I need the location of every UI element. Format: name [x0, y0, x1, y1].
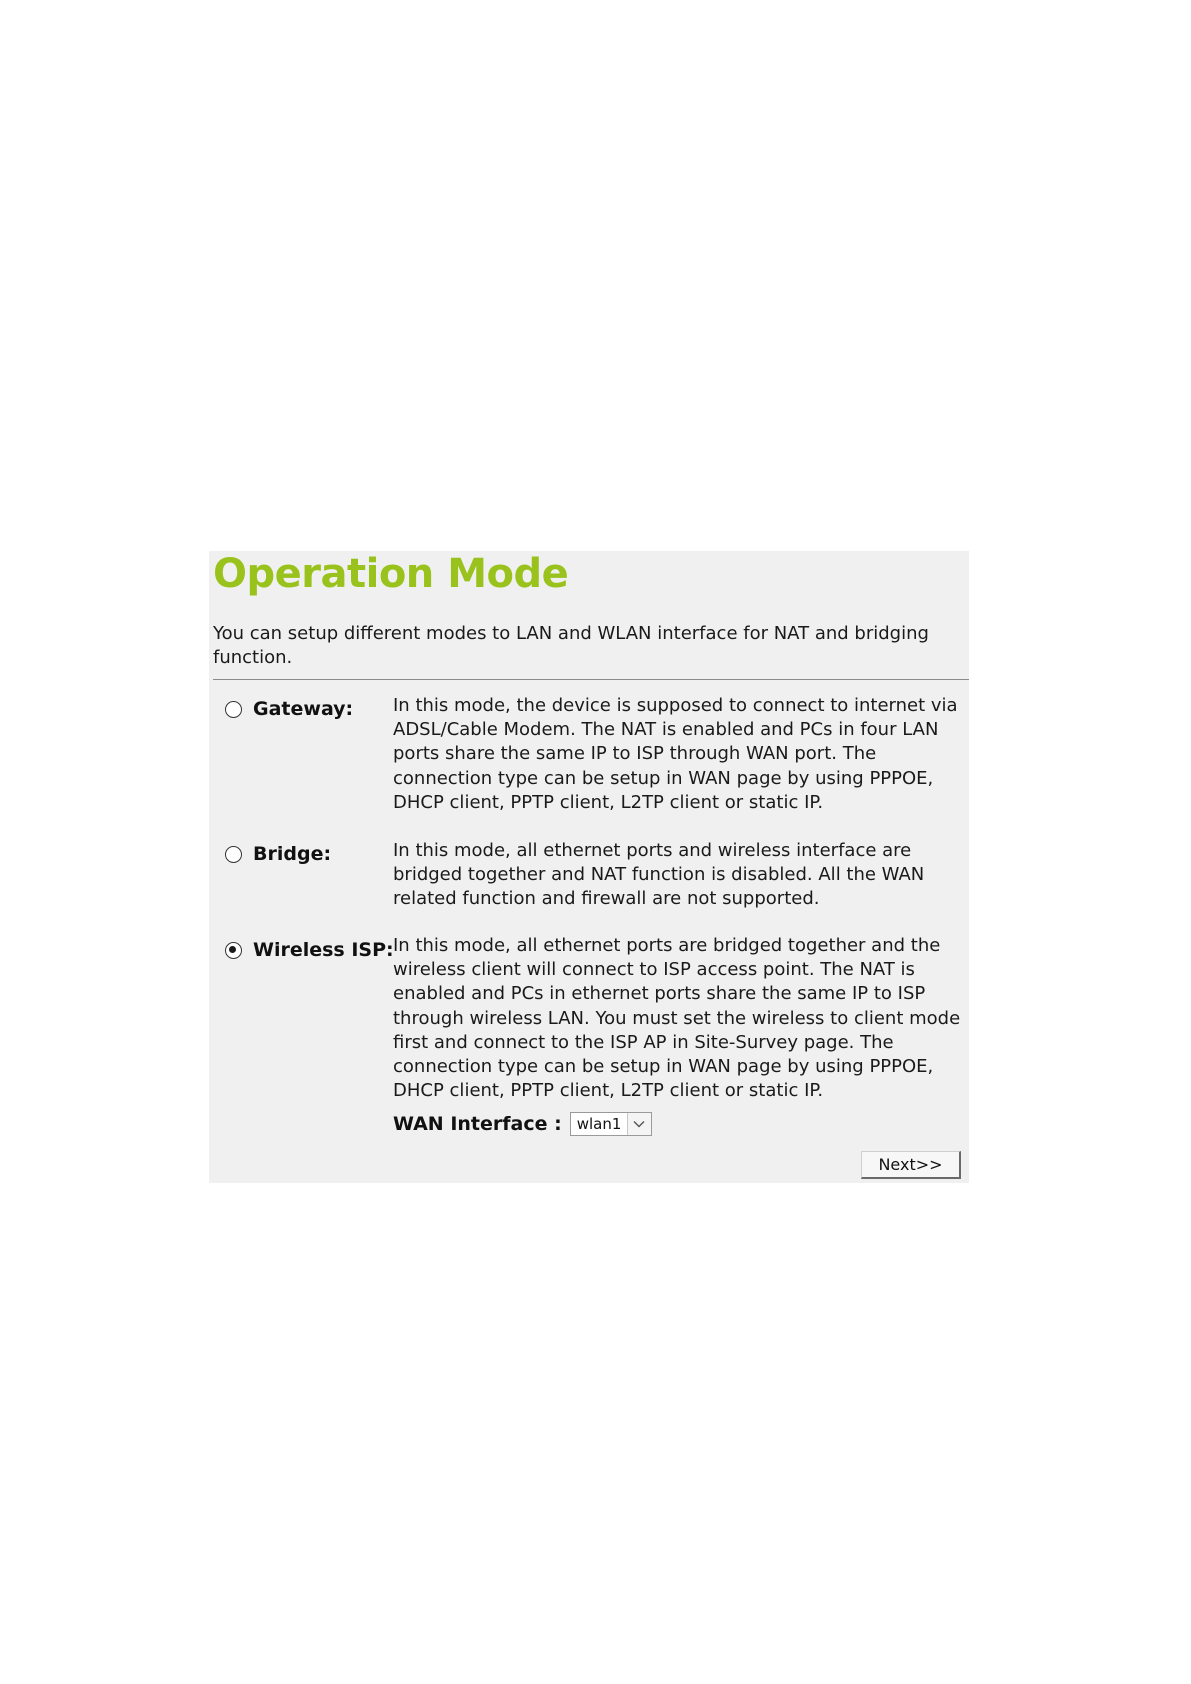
operation-mode-panel — [209, 551, 969, 1183]
gateway-label: Gateway: — [253, 698, 354, 720]
wireless-isp-label: Wireless ISP: — [253, 939, 394, 961]
bridge-option[interactable] — [225, 841, 331, 867]
wan-interface-row — [393, 1111, 652, 1137]
wireless-isp-description: In this mode, all ethernet ports are bridged together and the wireless client will connect to ISP access point. The NAT is enabled and PCs in ethernet ports share the same IP to ISP through wireless LAN. You must set the wireless to client mode first and connect to the ISP AP in Site-Survey page. The connection type can be setup in WAN page by using PPPOE, DHCP client, PPTP client, L2TP client or static IP. — [393, 935, 961, 1102]
gateway-radio[interactable] — [225, 701, 242, 718]
wireless-isp-option[interactable] — [225, 937, 394, 963]
bridge-description: In this mode, all ethernet ports and wireless interface are bridged together and NAT function is disabled. All the WAN related function and firewall are not supported. — [393, 840, 925, 910]
wan-interface-value: wlan1 — [576, 1115, 622, 1133]
wireless-isp-radio[interactable] — [225, 942, 242, 959]
chevron-down-icon[interactable] — [627, 1113, 651, 1135]
wan-interface-label: WAN Interface : — [393, 1113, 562, 1135]
bridge-label: Bridge: — [253, 843, 332, 865]
divider — [213, 679, 969, 680]
wan-interface-select[interactable] — [570, 1112, 652, 1136]
page-title: Operation Mode — [213, 551, 569, 597]
gateway-description: In this mode, the device is supposed to connect to internet via ADSL/Cable Modem. The NAT is enabled and PCs in four LAN ports share the same IP to ISP through WAN port. The connection type can be setup in WAN page by using PPPOE, DHCP client, PPTP client, L2TP client or static IP. — [393, 695, 958, 813]
bridge-radio[interactable] — [225, 846, 242, 863]
gateway-option[interactable] — [225, 696, 353, 722]
page-description: You can setup different modes to LAN and WLAN interface for NAT and bridging function. — [213, 623, 929, 668]
next-button[interactable]: Next>> — [861, 1151, 961, 1179]
